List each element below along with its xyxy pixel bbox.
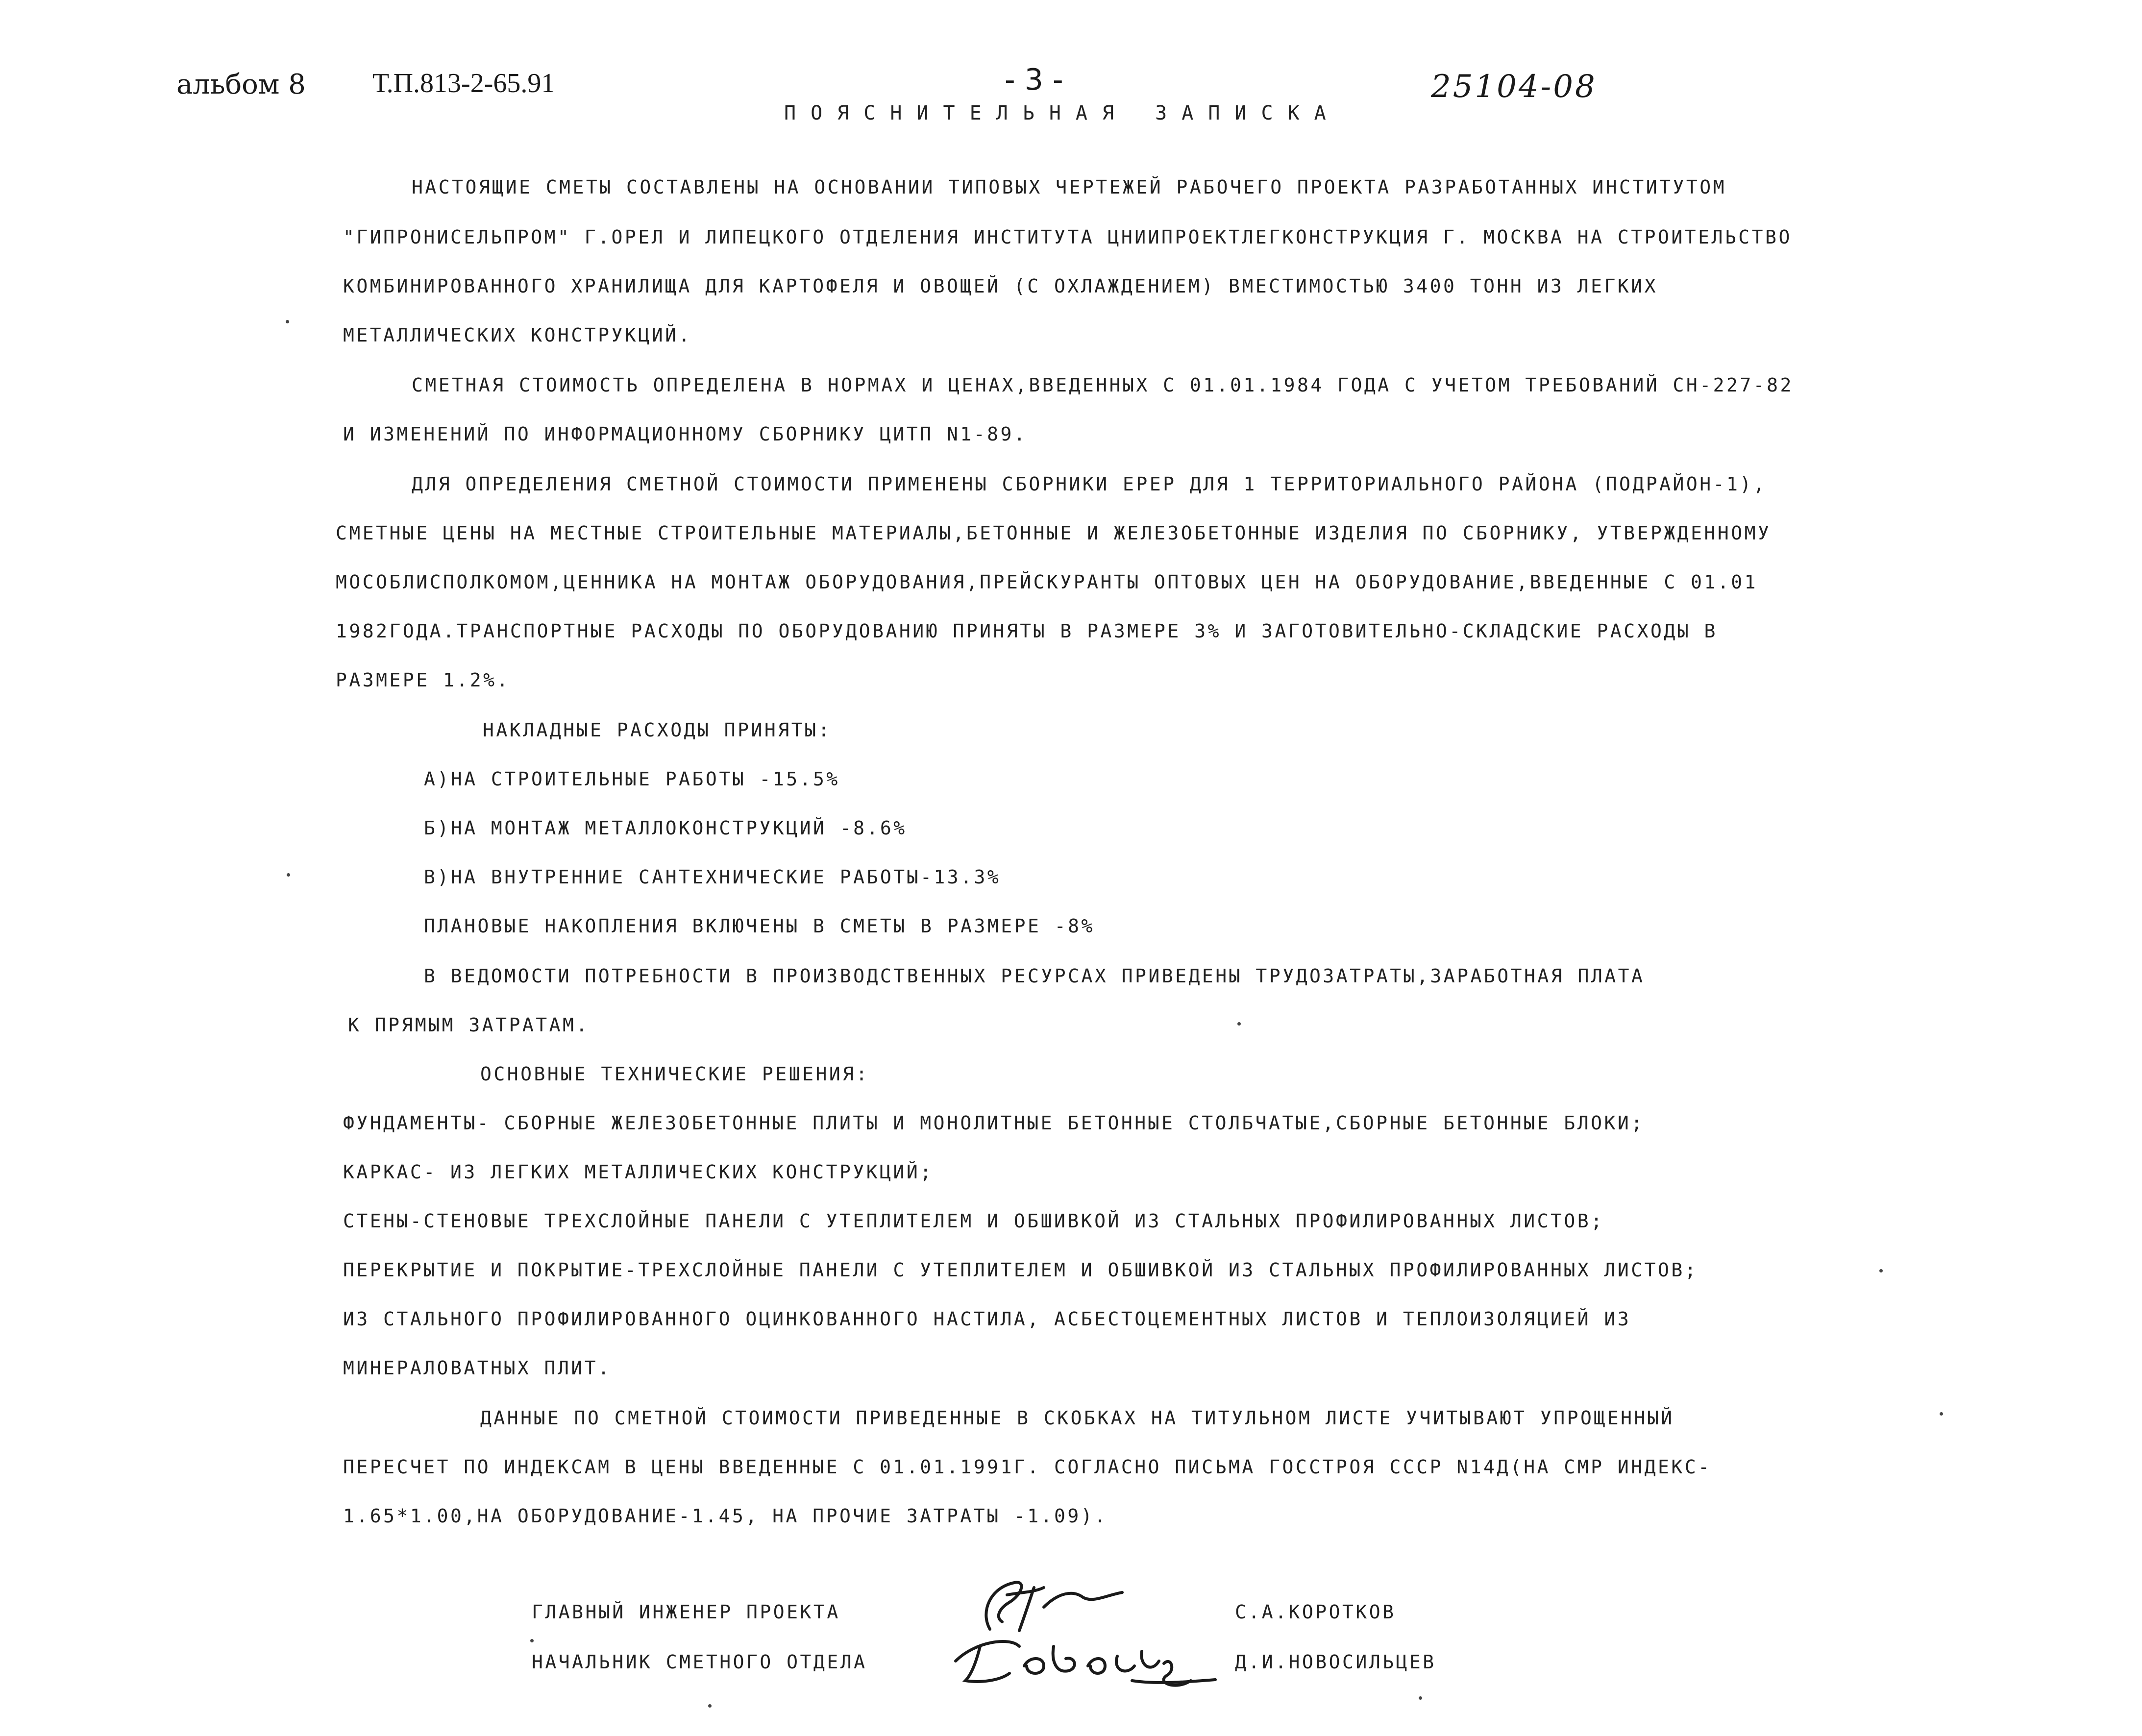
signatory-name: С.А.КОРОТКОВ <box>1235 1601 1396 1623</box>
text-line: А)НА СТРОИТЕЛЬНЫЕ РАБОТЫ -15.5% <box>424 768 840 790</box>
text-line: ПЕРЕКРЫТИЕ И ПОКРЫТИЕ-ТРЕХСЛОЙНЫЕ ПАНЕЛИ С УТЕПЛИТЕЛЕМ И ОБШИВКОЙ ИЗ СТАЛЬНЫХ ПРОФИЛИРОВАННЫХ ЛИСТОВ; <box>343 1259 1699 1281</box>
text-line: 1.65*1.00,НА ОБОРУДОВАНИЕ-1.45, НА ПРОЧИЕ ЗАТРАТЫ -1.09). <box>343 1505 1108 1527</box>
scan-speck <box>708 1704 712 1708</box>
text-line: В)НА ВНУТРЕННИЕ САНТЕХНИЧЕСКИЕ РАБОТЫ-13.3% <box>424 866 1001 888</box>
scan-speck <box>1940 1412 1943 1416</box>
scan-speck <box>1237 1022 1241 1026</box>
scan-speck <box>287 873 290 877</box>
document-title: ПОЯСНИТЕЛЬНАЯ ЗАПИСКА <box>784 102 1341 124</box>
text-line: ФУНДАМЕНТЫ- СБОРНЫЕ ЖЕЛЕЗОБЕТОННЫЕ ПЛИТЫ И МОНОЛИТНЫЕ БЕТОННЫЕ СТОЛБЧАТЫЕ,СБОРНЫЕ БЕТОННЫЕ БЛОКИ; <box>343 1112 1645 1134</box>
text-line: ОСНОВНЫЕ ТЕХНИЧЕСКИЕ РЕШЕНИЯ: <box>480 1063 869 1085</box>
signatory-role: ГЛАВНЫЙ ИНЖЕНЕР ПРОЕКТА <box>532 1601 840 1623</box>
text-line: К ПРЯМЫМ ЗАТРАТАМ. <box>348 1014 590 1036</box>
text-line: ДЛЯ ОПРЕДЕЛЕНИЯ СМЕТНОЙ СТОИМОСТИ ПРИМЕНЕНЫ СБОРНИКИ ЕРЕР ДЛЯ 1 ТЕРРИТОРИАЛЬНОГО РАЙОНА (ПОДРАЙОН-1), <box>412 473 1767 495</box>
text-line: КАРКАС- ИЗ ЛЕГКИХ МЕТАЛЛИЧЕСКИХ КОНСТРУКЦИЙ; <box>343 1161 934 1183</box>
page-number: - 3 - <box>1005 63 1063 97</box>
text-line: МЕТАЛЛИЧЕСКИХ КОНСТРУКЦИЙ. <box>343 324 692 346</box>
text-line: В ВЕДОМОСТИ ПОТРЕБНОСТИ В ПРОИЗВОДСТВЕННЫХ РЕСУРСАХ ПРИВЕДЕНЫ ТРУДОЗАТРАТЫ,ЗАРАБОТНАЯ ПЛАТА <box>424 965 1645 987</box>
text-line: ИЗ СТАЛЬНОГО ПРОФИЛИРОВАННОГО ОЦИНКОВАННОГО НАСТИЛА, АСБЕСТОЦЕМЕНТНЫХ ЛИСТОВ И ТЕПЛОИЗОЛЯЦИЕЙ ИЗ <box>343 1308 1631 1330</box>
project-code: Т.П.813-2-65.91 <box>372 68 555 98</box>
signatory-role: НАЧАЛЬНИК СМЕТНОГО ОТДЕЛА <box>532 1651 867 1673</box>
text-line: МИНЕРАЛОВАТНЫХ ПЛИТ. <box>343 1357 612 1379</box>
text-line: МОСОБЛИСПОЛКОМОМ,ЦЕННИКА НА МОНТАЖ ОБОРУДОВАНИЯ,ПРЕЙСКУРАНТЫ ОПТОВЫХ ЦЕН НА ОБОРУДОВАНИЕ,ВВЕДЕННЫЕ С 01.01 <box>336 571 1758 593</box>
text-line: КОМБИНИРОВАННОГО ХРАНИЛИЩА ДЛЯ КАРТОФЕЛЯ И ОВОЩЕЙ (С ОХЛАЖДЕНИЕМ) ВМЕСТИМОСТЬЮ 3400 ТОНН ИЗ ЛЕГКИХ <box>343 275 1658 297</box>
text-line: 1982ГОДА.ТРАНСПОРТНЫЕ РАСХОДЫ ПО ОБОРУДОВАНИЮ ПРИНЯТЫ В РАЗМЕРЕ 3% И ЗАГОТОВИТЕЛЬНО-СКЛАДСКИЕ РАСХОДЫ В <box>336 620 1718 642</box>
text-line: ПЕРЕСЧЕТ ПО ИНДЕКСАМ В ЦЕНЫ ВВЕДЕННЫЕ С 01.01.1991Г. СОГЛАСНО ПИСЬМА ГОССТРОЯ СССР N14Д(НА СМР ИНДЕКС- <box>343 1456 1712 1478</box>
text-line: ДАННЫЕ ПО СМЕТНОЙ СТОИМОСТИ ПРИВЕДЕННЫЕ В СКОБКАХ НА ТИТУЛЬНОМ ЛИСТЕ УЧИТЫВАЮТ УПРОЩЕННЫЙ <box>480 1407 1674 1429</box>
signatory-name: Д.И.НОВОСИЛЬЦЕВ <box>1235 1651 1436 1673</box>
scan-speck <box>286 320 289 323</box>
document-number: 25104-08 <box>1431 69 1597 105</box>
scan-speck <box>530 1639 534 1642</box>
text-line: НАКЛАДНЫЕ РАСХОДЫ ПРИНЯТЫ: <box>483 719 832 741</box>
text-line: СМЕТНАЯ СТОИМОСТЬ ОПРЕДЕЛЕНА В НОРМАХ И ЦЕНАХ,ВВЕДЕННЫХ С 01.01.1984 ГОДА С УЧЕТОМ ТРЕБОВАНИЙ СН-227-82 <box>412 374 1794 396</box>
scan-speck <box>1879 1269 1883 1272</box>
text-line: И ИЗМЕНЕНИЙ ПО ИНФОРМАЦИОННОМУ СБОРНИКУ ЦИТП N1-89. <box>343 423 1028 445</box>
text-line: СМЕТНЫЕ ЦЕНЫ НА МЕСТНЫЕ СТРОИТЕЛЬНЫЕ МАТЕРИАЛЫ,БЕТОННЫЕ И ЖЕЛЕЗОБЕТОННЫЕ ИЗДЕЛИЯ ПО СБОРНИКУ, УТВЕРЖДЕННОМУ <box>336 522 1772 544</box>
text-line: "ГИПРОНИСЕЛЬПРОМ" Г.ОРЕЛ И ЛИПЕЦКОГО ОТДЕЛЕНИЯ ИНСТИТУТА ЦНИИПРОЕКТЛЕГКОНСТРУКЦИЯ Г. МОСКВА НА СТРОИТЕЛЬСТВО <box>343 226 1792 248</box>
text-line: СТЕНЫ-СТЕНОВЫЕ ТРЕХСЛОЙНЫЕ ПАНЕЛИ С УТЕПЛИТЕЛЕМ И ОБШИВКОЙ ИЗ СТАЛЬНЫХ ПРОФИЛИРОВАННЫХ ЛИСТОВ; <box>343 1210 1604 1232</box>
scan-speck <box>1419 1696 1422 1700</box>
signature-novosiltsev <box>946 1627 1220 1695</box>
text-line: Б)НА МОНТАЖ МЕТАЛЛОКОНСТРУКЦИЙ -8.6% <box>424 817 907 839</box>
album-label: альбом 8 <box>176 69 306 100</box>
text-line: НАСТОЯЩИЕ СМЕТЫ СОСТАВЛЕНЫ НА ОСНОВАНИИ ТИПОВЫХ ЧЕРТЕЖЕЙ РАБОЧЕГО ПРОЕКТА РАЗРАБОТАННЫХ ИНСТИТУТОМ <box>412 176 1727 198</box>
text-line: ПЛАНОВЫЕ НАКОПЛЕНИЯ ВКЛЮЧЕНЫ В СМЕТЫ В РАЗМЕРЕ -8% <box>424 915 1095 937</box>
text-line: РАЗМЕРЕ 1.2%. <box>336 669 510 691</box>
